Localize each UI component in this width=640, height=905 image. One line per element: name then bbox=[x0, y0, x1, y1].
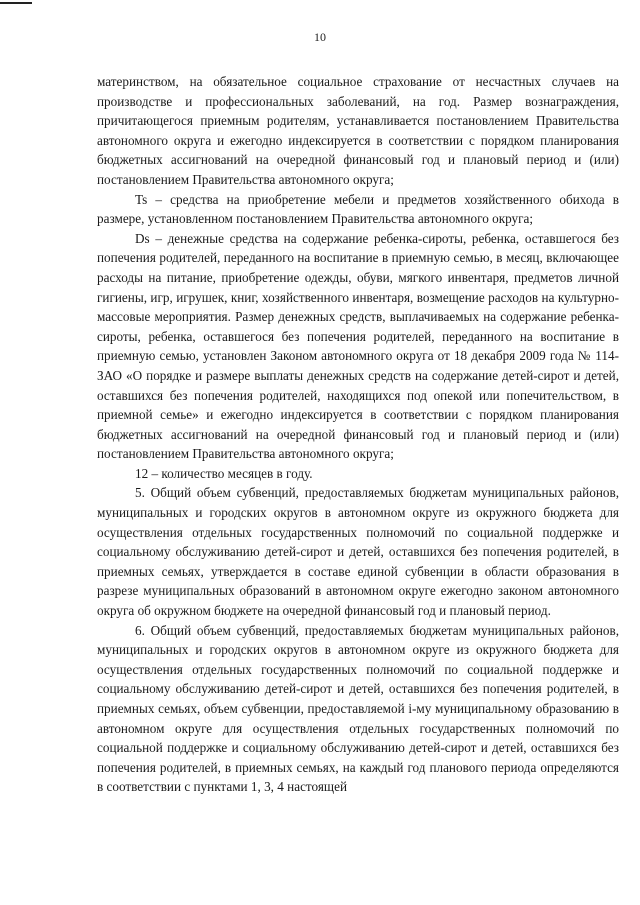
document-body bbox=[97, 72, 619, 797]
scan-corner-mark bbox=[0, 2, 32, 4]
paragraph-ds-definition: Ds – денежные средства на содержание ребенка-сироты, ребенка, оставшегося без попечения родителей, переданного на воспитание в приемную семью, в месяц, включающее расходы на питание, приобретение одежды, обуви, мягкого инвентаря, предметов личной гигиены, игр, игрушек, книг, хозяйственного инвентаря, возмещение расходов на культурно-массовые мероприятия. Размер денежных средств, выплачиваемых на содержание ребенка-сироты, ребенка, оставшегося без попечения родителей, переданного на воспитание в приемную семью, установлен Законом автономного округа от 18 декабря 2009 года № 114-ЗАО «О порядке и размере выплаты денежных средств на содержание детей-сирот и детей, оставшихся без попечения родителей, находящихся под опекой или попечительством, в приемной семье» и ежегодно индексируется в соответствии с порядком планирования бюджетных ассигнований на очередной финансовый год и плановый период и (или) постановлением Правительства автономного округа; bbox=[97, 230, 619, 462]
paragraph-item-5: 5. Общий объем субвенций, предоставляемых бюджетам муниципальных районов, муниципальных и городских округов в автономном округе из окружного бюджета для осуществления отдельных государственных полномочий по социальной поддержке и социальному обслуживанию детей-сирот и детей, оставшихся без попечения родителей, в приемных семьях, утверждается в составе единой субвенции в области образования в разрезе муниципальных образований в автономном округе ежегодно законом автономного округа об окружном бюджете на очередной финансовый год и плановый период. bbox=[97, 485, 619, 619]
paragraph-ts-definition: Ts – средства на приобретение мебели и предметов хозяйственного обихода в размере, установленном постановлением Правительства автономного округа; bbox=[97, 191, 619, 227]
paragraph-months-definition: 12 – количество месяцев в году. bbox=[135, 465, 313, 481]
paragraph-item-6: 6. Общий объем субвенций, предоставляемых бюджетам муниципальных районов, муниципальных и городских округов в автономном округе из окружного бюджета для осуществления отдельных государственных полномочий по социальной поддержке и социальному обслуживанию детей-сирот и детей, оставшихся без попечения родителей, в приемных семьях, объем субвенции, предоставляемой i-му муниципальному образованию в автономном округе для осуществления отдельных государственных полномочий по социальной поддержке и социальному обслуживанию детей-сирот и детей, оставшихся без попечения родителей, в приемных семьях, на каждый год планового периода определяются в соответствии с пунктами 1, 3, 4 настоящей bbox=[97, 622, 619, 795]
paragraph-continuation: материнством, на обязательное социальное страхование от несчастных случаев на производстве и профессиональных заболеваний, на год. Размер вознаграждения, причитающегося приемным родителям, устанавливается постановлением Правительства автономного округа и ежегодно индексируется в соответствии с порядком планирования бюджетных ассигнований на очередной финансовый год и плановый период и (или) постановлением Правительства автономного округа; bbox=[97, 74, 619, 187]
page-number: 10 bbox=[314, 30, 326, 44]
